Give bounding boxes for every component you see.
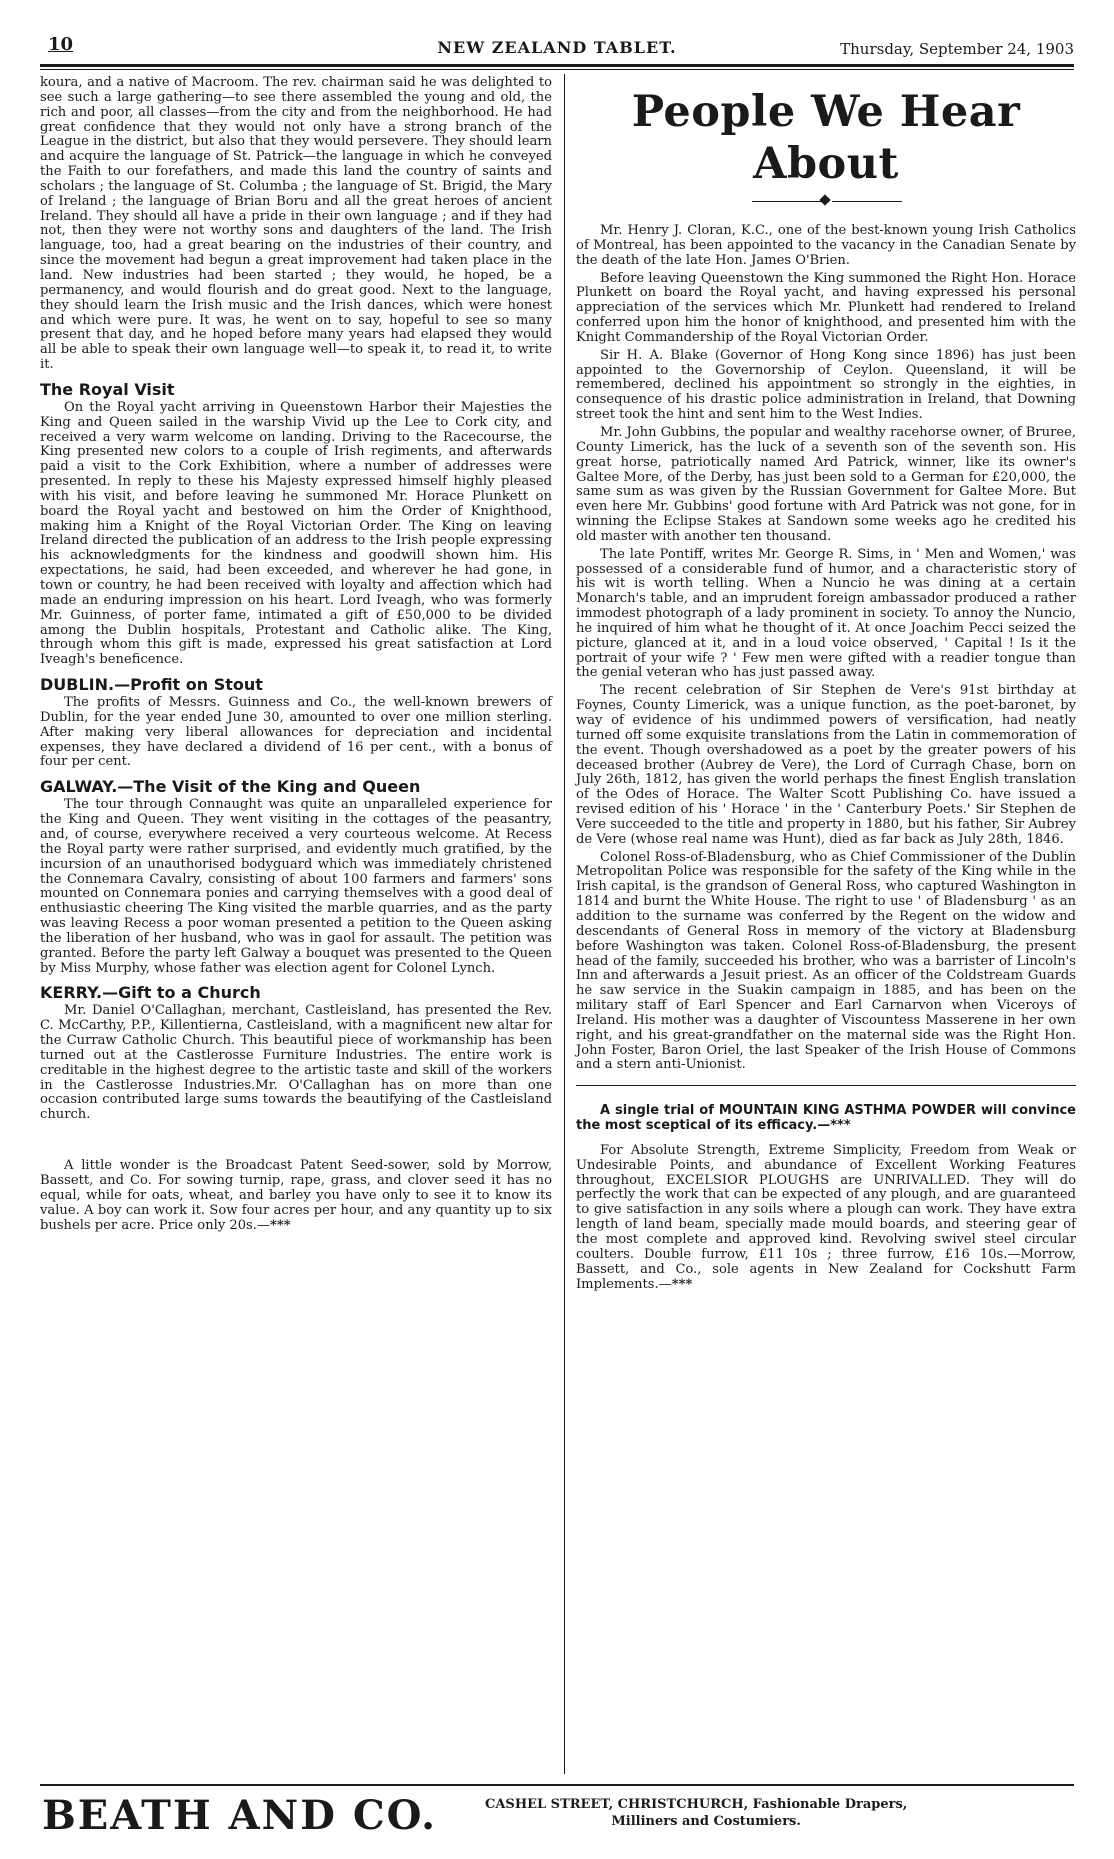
ploughs-advert: [576, 1144, 1076, 1292]
masthead-rule-thick: [40, 64, 1074, 67]
royal-visit-heading: The Royal Visit: [40, 379, 175, 399]
section-spacer: [40, 1123, 552, 1159]
diamond-ornament-icon: [819, 194, 830, 205]
seed-sower-advert-text: A little wonder is the Broadcast Patent Seed-sower, sold by Morrow, Bassett, and Co. For sowing turnip, rape, grass, and clover seed it has no equal, while for oats, wheat, and barley you have only to see it to know its value. A boy can work it. Sow four acres per hour, and any quantity up to six bushels per acre. Price only 20s.—: [40, 1158, 552, 1233]
page-number: 10: [48, 34, 74, 55]
advert-separator: [576, 1085, 1076, 1086]
column-divider: [564, 74, 565, 1774]
ploughs-advert-text: For Absolute Strength, Extreme Simplicity, Freedom from Weak or Undesirable Points, and abundance of Excellent Working Features throughout, EXCELSIOR PLOUGHS are UNRIVALLED. They will do perfectly the work that can be expected of any plough, and are guaranteed to give satisfaction in any soils where a plough can work. They have extra length of land beam, specially made mould boards, and steering gear of the most complete and approved kind. Revolving swivel steel circular coulters. Double furrow, £11 10s ; three furrow, £16 10s.—Morrow, Bassett, and Co., sole agents in New Zealand for Cockshutt Farm Implements.—: [576, 1142, 1076, 1292]
item-plunkett: Before leaving Queenstown the King summoned the Right Hon. Horace Plunkett on board the Royal yacht, and having expressed his personal appreciation of the services which Mr. Plunkett had rendered to Ireland conferred upon him the honor of knighthood, and presented him with the Knight Commandership of the Royal Victorian Order.: [576, 270, 1076, 345]
footer-address: [485, 1796, 907, 1830]
item-de-vere: The recent celebration of Sir Stephen de Vere's 91st birthday at Foynes, County Limerick, was a unique function, as the poet-baronet, by way of evidence of his undimmed powers of versification, had neatly turned off some exquisite translations from the Latin in commemoration of the event. Though overshadowed as a poet by the greater powers of his deceased brother (Aubrey de Vere), the Lord of Curragh Chase, born on July 26th, 1812, has given the world perhaps the finest English translation of the Odes of Horace. The Walter Scott Publishing Co. have issued a revised edition of his ' Horace ' in the ' Canterbury Poets.' Sir Stephen de Vere succeeded to the title and property in 1880, but his father, Sir Aubrey de Vere (whose real name was Hunt), died as far back as July 28th, 1846.: [576, 683, 1076, 847]
masthead: [40, 30, 1074, 58]
dublin-heading: DUBLIN.—Profit on Stout: [40, 675, 263, 695]
title-ornament: [576, 194, 1076, 208]
seed-sower-advert: [40, 1159, 552, 1233]
issue-date: Thursday, September 24, 1903: [840, 40, 1074, 58]
people-we-hear-about-title: People We Hear About: [631, 87, 1021, 189]
kerry-heading: KERRY.—Gift to a Church: [40, 983, 261, 1003]
item-ross-of-bladensburg: Colonel Ross-of-Bladensburg, who as Chief Commissioner of the Dublin Metropolitan Police was responsible for the safety of the King while in the Irish capital, is the grandson of General Ross, who captured Washington in 1814 and burnt the White House. The right to use ' of Bladensburg ' as an addition to the surname was conferred by the Regent on the widow and descendants of General Ross in memory of the victory at Bladensburg before Washington was taken. Colonel Ross-of-Bladensburg, the present head of the family, succeeded his brother, who was a barrister of Lincoln's Inn and afterwards a Jesuit priest. As an officer of the Coldstream Guards he saw service in the Suakin campaign in 1885, and has been on the military staff of Earl Spencer and Earl Carnarvon when Viceroys of Ireland. His mother was a daughter of Viscountess Masserene in her own right, and his great-grandfather on the maternal side was the Right Hon. John Foster, Baron Oriel, the last Speaker of the Irish House of Commons and a stern anti-Unionist.: [576, 849, 1076, 1073]
galway-body: The tour through Connaught was quite an unparalleled experience for the King and Queen. They went visiting in the cottages of the peasantry, and, of course, everywhere received a very courteous welcome. At Recess the Royal party were rather surprised, and evidently much gratified, by the incursion of an unauthorised bodyguard which was immediately christened the Connemara Cavalry, consisting of about 100 farmers and farmers' sons mounted on Connemara ponies and carrying themselves with a good deal of enthusiastic cheering The King visited the marble quarries, and as the party was leaving Recess a poor woman presented a petition to the Queen asking the liberation of her husband, who was in gaol for assault. The petition was granted. Before the party left Galway a bouquet was presented to the Queen by Miss Murphy, whose father was election agent for Colonel Lynch.: [40, 797, 552, 976]
advert-stars: ***: [830, 1118, 851, 1134]
asthma-advert: [576, 1104, 1076, 1134]
publication-title: NEW ZEALAND TABLET.: [437, 38, 677, 57]
right-column: [576, 76, 1076, 1292]
dublin-body: The profits of Messrs. Guinness and Co., the well-known brewers of Dublin, for the year ended June 30, amounted to over one million sterling. After making very liberal allowances for depreciation and incidental expenses, they have declared a dividend of 16 per cent., with a bonus of four per cent.: [40, 695, 552, 770]
advert-stars: ***: [270, 1217, 291, 1233]
item-pontiff: The late Pontiff, writes Mr. George R. Sims, in ' Men and Women,' was possessed of a considerable fund of humor, and a characteristic story of his wit is worth telling. When a Nuncio he was dining at a certain Monarch's table, and an imprudent foreign ambassador produced a rather immodest photograph of a lady prominent in society. To annoy the Nuncio, he inquired of him what he thought of it. At once Joachim Pecci seized the picture, glanced at it, and in a loud voice observed, ' Capital ! Is it the portrait of your wife ? ' Few men were gifted with a readier tongue than the genial veteran who has just passed away.: [576, 546, 1076, 681]
left-column: [40, 76, 552, 1233]
footer-company-name: BEATH AND CO.: [42, 1792, 438, 1839]
footer-address-line2: Milliners and Costumiers.: [611, 1814, 801, 1829]
advert-stars: ***: [671, 1276, 693, 1292]
intro-paragraph: koura, and a native of Macroom. The rev. chairman said he was delighted to see such a large gathering—to see there assembled the young and old, the rich and poor, all classes—from the city and from the neighborhood. He had great confidence that they would not only have a strong branch of the League in the district, but also that they would persevere. They should learn and acquire the language of St. Patrick—the language in which he conveyed the Faith to our forefathers, and made this land the country of saints and scholars ; the language of St. Columba ; the language of St. Brigid, the Mary of Ireland ; the language of Brian Boru and all the great heroes of ancient Ireland. They should all have a pride in their own language ; and if they had not, then they were not worthy sons and daughters of the land. The Irish language, too, had a great bearing on the industries of their country, and since the movement had begun a great improvement had taken place in the land. New industries had been started ; they would, he hoped, be a permanency, and would flourish and do great good. Next to the language, they should learn the Irish music and the Irish dances, which were honest and which were pure. It was, he went on to say, hopeful to see so many present that day, and he hoped before many years had elapsed they would all be able to speak their own language well—to speak it, to read it, to write it.: [40, 75, 552, 373]
asthma-advert-text: A single trial of MOUNTAIN KING ASTHMA POWDER will convince the most sceptical of its efficacy.—: [576, 1103, 1076, 1134]
item-cloran: Mr. Henry J. Cloran, K.C., one of the best-known young Irish Catholics of Montreal, has been appointed to the vacancy in the Canadian Senate by the death of the late Hon. James O'Brien.: [576, 223, 1076, 268]
item-gubbins: Mr. John Gubbins, the popular and wealthy racehorse owner, of Bruree, County Limerick, has the luck of a seventh son of the seventh son. His great horse, patriotically named Ard Patrick, winner, like its owner's Galtee More, of the Derby, has just been sold to a German for £20,000, the same sum as was given by the Russian Government for Galtee More. But even here Mr. Gubbins' good fortune with Ard Patrick was not gone, for in winning the Eclipse Stakes at Sandown some weeks ago he credited his old master with another ten thousand.: [576, 424, 1077, 544]
footer-rule: [40, 1784, 1074, 1786]
item-blake: Sir H. A. Blake (Governor of Hong Kong since 1896) has just been appointed to the Governorship of Ceylon. Queensland, it will be remembered, declined his appointment so strongly in the eighties, in consequence of his drastic police administration in Ireland, that Downing street took the hint and sent him to the West Indies.: [576, 347, 1076, 423]
footer-address-line1: CASHEL STREET, CHRISTCHURCH, Fashionable Drapers,: [485, 1797, 908, 1812]
masthead-rule-thin: [40, 69, 1074, 70]
galway-heading: GALWAY.—The Visit of the King and Queen: [40, 777, 421, 797]
royal-visit-body: On the Royal yacht arriving in Queenstown Harbor their Majesties the King and Queen sailed in the warship Vivid up the Lee to Cork city, and received a very warm welcome on landing. Driving to the Racecourse, the King presented new colors to a couple of Irish regiments, and afterwards paid a visit to the Cork Exhibition, where a number of addresses were presented. In reply to these his Majesty expressed himself highly pleased with his visit, and before leaving he summoned Mr. Horace Plunkett on board the Royal yacht and bestowed on him the Order of Knighthood, making him a Knight of the Royal Victorian Order. The King on leaving Ireland directed the publication of an address to the Irish people expressing his acknowledgments for the kindness and goodwill shown him. His expectations, he said, had been exceeded, and wherever he had gone, in town or country, he had been received with loyalty and affection which had made an enduring impression on his heart. Lord Iveagh, who was formerly Mr. Guinness, of porter fame, intimated a gift of £50,000 to be divided among the Dublin hospitals, Protestant and Catholic alike. The King, through whom this gift is made, expressed his great satisfaction at Lord Iveagh's beneficence.: [40, 399, 552, 668]
kerry-body: Mr. Daniel O'Callaghan, merchant, Castleisland, has presented the Rev. C. McCarthy, P.P., Killentierna, Castleisland, with a magnificent new altar for the Curraw Catholic Church. This beautiful piece of workmanship has been turned out at the Castlerosse Furniture Industries. The entire work is creditable in the highest degree to the artistic taste and skill of the workers in the Castlerosse Industries.Mr. O'Callaghan has on more than one occasion contributed large sums towards the beautifying of the Castleisland church.: [40, 1003, 552, 1123]
